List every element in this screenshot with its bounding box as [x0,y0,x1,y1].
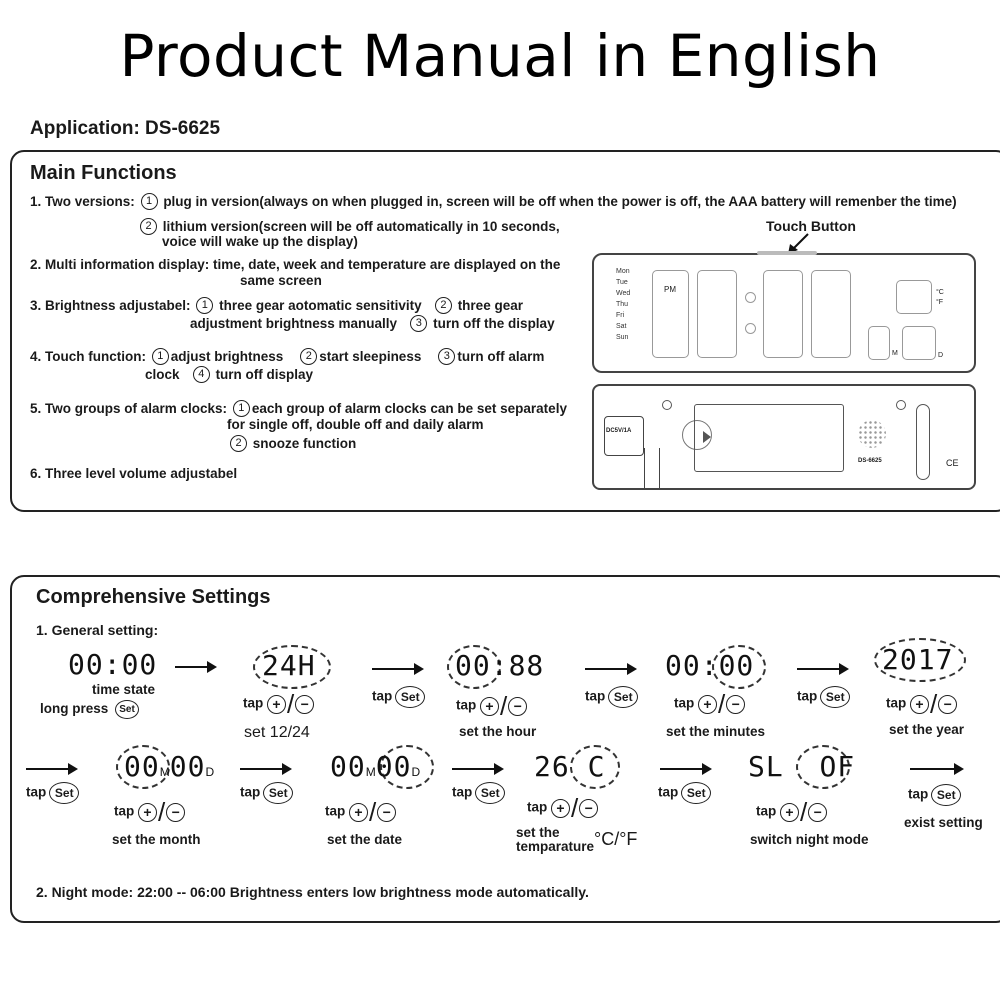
tap-plus-minus: tap + / − [243,694,314,714]
speaker-grille-icon [858,420,886,448]
settings-heading: Comprehensive Settings [36,586,271,608]
set-button-icon: Set [681,782,711,804]
function-line-4: 4. Touch function: 1 adjust brightness 2 start sleepiness 3 turn off alarm [30,349,545,365]
set-format-label: set 12/24 [244,724,310,741]
set-button-icon: Set [475,782,505,804]
set-button-icon: Set [608,686,638,708]
tap-set: tap Set [26,782,79,804]
function-line-2: 2. Multi information display: time, date, week and temperature are displayed on the [30,257,561,272]
minutes-display: 00:00 [665,649,755,682]
set-year-label: set the year [889,722,965,737]
time-state-display: 00:00 [68,648,158,681]
date-digits [902,326,936,360]
tap-set: tap Set [658,782,711,804]
format-display: 24H [262,649,316,682]
temperature-display: 26 C [534,750,606,783]
set-button-icon: Set [931,784,961,806]
temp-units: °C °F [936,289,944,306]
set-button-icon: Set [115,700,139,719]
flow-arrow [910,768,962,770]
battery-compartment [694,404,844,472]
set-month-label: set the month [112,832,201,847]
temperature-unit-toggle: °C/°F [594,829,638,849]
tap-plus-minus: tap + / − [527,798,598,818]
tap-plus-minus: tap + / − [114,802,185,822]
function-line-2b: same screen [240,273,322,288]
hang-hole-left [662,400,672,410]
set-temperature-label: set the temparature [516,825,595,854]
tap-set: tap Set [908,784,961,806]
tap-plus-minus: tap + / − [674,694,745,714]
tap-set: tap Set [372,686,425,708]
function-line-3b: adjustment brightness manually 3 turn off the display [190,316,555,332]
minus-button-icon: − [808,803,827,822]
tap-plus-minus: tap + / − [325,802,396,822]
flow-arrow [797,668,847,670]
flow-arrow [372,668,422,670]
set-button-icon: Set [263,782,293,804]
tap-plus-minus: tap + / − [756,802,827,822]
year-display: 2017 [882,643,954,676]
month-marker: M [892,350,898,357]
flow-arrow [240,768,290,770]
month-digits [868,326,890,360]
function-line-1: 1. Two versions: 1 plug in version(always on when plugged in, screen will be off when the power is off, the AAA battery will remenber the time) [30,194,957,210]
plus-button-icon: + [698,695,717,714]
function-line-1c: voice will wake up the display) [162,234,358,249]
tap-set: tap Set [797,686,850,708]
plus-button-icon: + [138,803,157,822]
function-line-1b: 2 lithium version(screen will be off automatically in 10 seconds, [138,218,560,237]
tap-plus-minus: tap + / − [456,696,527,716]
tap-set: tap Set [585,686,638,708]
ce-mark: CE [946,458,959,468]
set-button-icon: Set [395,686,425,708]
compartment-arrow-icon [703,431,711,443]
plus-button-icon: + [349,803,368,822]
long-press-instruction: long press Set [40,700,139,719]
night-mode-display: SL OF [748,750,856,783]
switch-night-mode-label: switch night mode [750,832,869,847]
function-line-5c: 2 snooze function [228,435,356,454]
minus-button-icon: − [377,803,396,822]
back-button-column[interactable] [916,404,930,480]
minus-button-icon: − [726,695,745,714]
month-display: 00M00D [124,750,215,783]
date-marker: D [938,352,944,359]
tap-set: tap Set [240,782,293,804]
function-line-6: 6. Three level volume adjustabel [30,466,238,481]
main-functions-heading: Main Functions [30,162,177,184]
function-line-5b: for single off, double off and daily alarm [227,417,484,432]
function-line-4b: clock 4 turn off display [145,367,314,383]
set-date-label: set the date [327,832,403,847]
page-title: Product Manual in English [119,22,881,90]
plus-button-icon: + [480,697,499,716]
application-model: Application: DS-6625 [30,118,221,139]
weekday-list: Mon Tue Wed Thu Fri Sat Sun [616,268,631,341]
flow-arrow [660,768,710,770]
model-label: DS-6625 [858,458,882,464]
night-mode-note: 2. Night mode: 22:00 -- 06:00 Brightness enters low brightness mode automatically. [36,884,589,900]
set-minutes-label: set the minutes [666,724,766,739]
general-setting-heading: 1. General setting: [36,622,159,638]
hang-hole-right [896,400,906,410]
digit-hour-tens [652,270,689,358]
power-port-plug [604,416,644,456]
time-state-label: time state [92,682,156,697]
set-button-icon: Set [49,782,79,804]
exit-setting-label: exist setting [904,815,983,830]
tap-set: tap Set [452,782,505,804]
minus-button-icon: − [166,803,185,822]
colon-dot-bottom [745,323,756,334]
plus-button-icon: + [267,695,286,714]
plus-button-icon: + [910,695,929,714]
function-line-5: 5. Two groups of alarm clocks: 1 each group of alarm clocks can be set separately [30,401,567,417]
power-port-label: DC5V/1A [606,428,632,434]
digit-min-ones [811,270,851,358]
digit-hour-ones [697,270,737,358]
touch-button[interactable] [757,251,817,255]
flow-arrow [175,666,215,668]
minus-button-icon: − [508,697,527,716]
flow-arrow [585,668,635,670]
flow-arrow [452,768,502,770]
set-hour-label: set the hour [459,724,537,739]
minus-button-icon: − [579,799,598,818]
tap-plus-minus: tap + / − [886,694,957,714]
digit-min-tens [763,270,803,358]
plus-button-icon: + [551,799,570,818]
colon-dot-top [745,292,756,303]
function-line-3: 3. Brightness adjustabel: 1 three gear aotomatic sensitivity 2 three gear [30,298,523,314]
minus-button-icon: − [295,695,314,714]
flow-arrow [26,768,76,770]
minus-button-icon: − [938,695,957,714]
date-display: 00M00D [330,750,421,783]
temperature-digits [896,280,932,314]
set-button-icon: Set [820,686,850,708]
touch-button-label: Touch Button [766,218,856,234]
power-cable [644,448,660,488]
pm-indicator: PM [664,285,676,294]
plus-button-icon: + [780,803,799,822]
hour-display: 00:88 [455,649,545,682]
